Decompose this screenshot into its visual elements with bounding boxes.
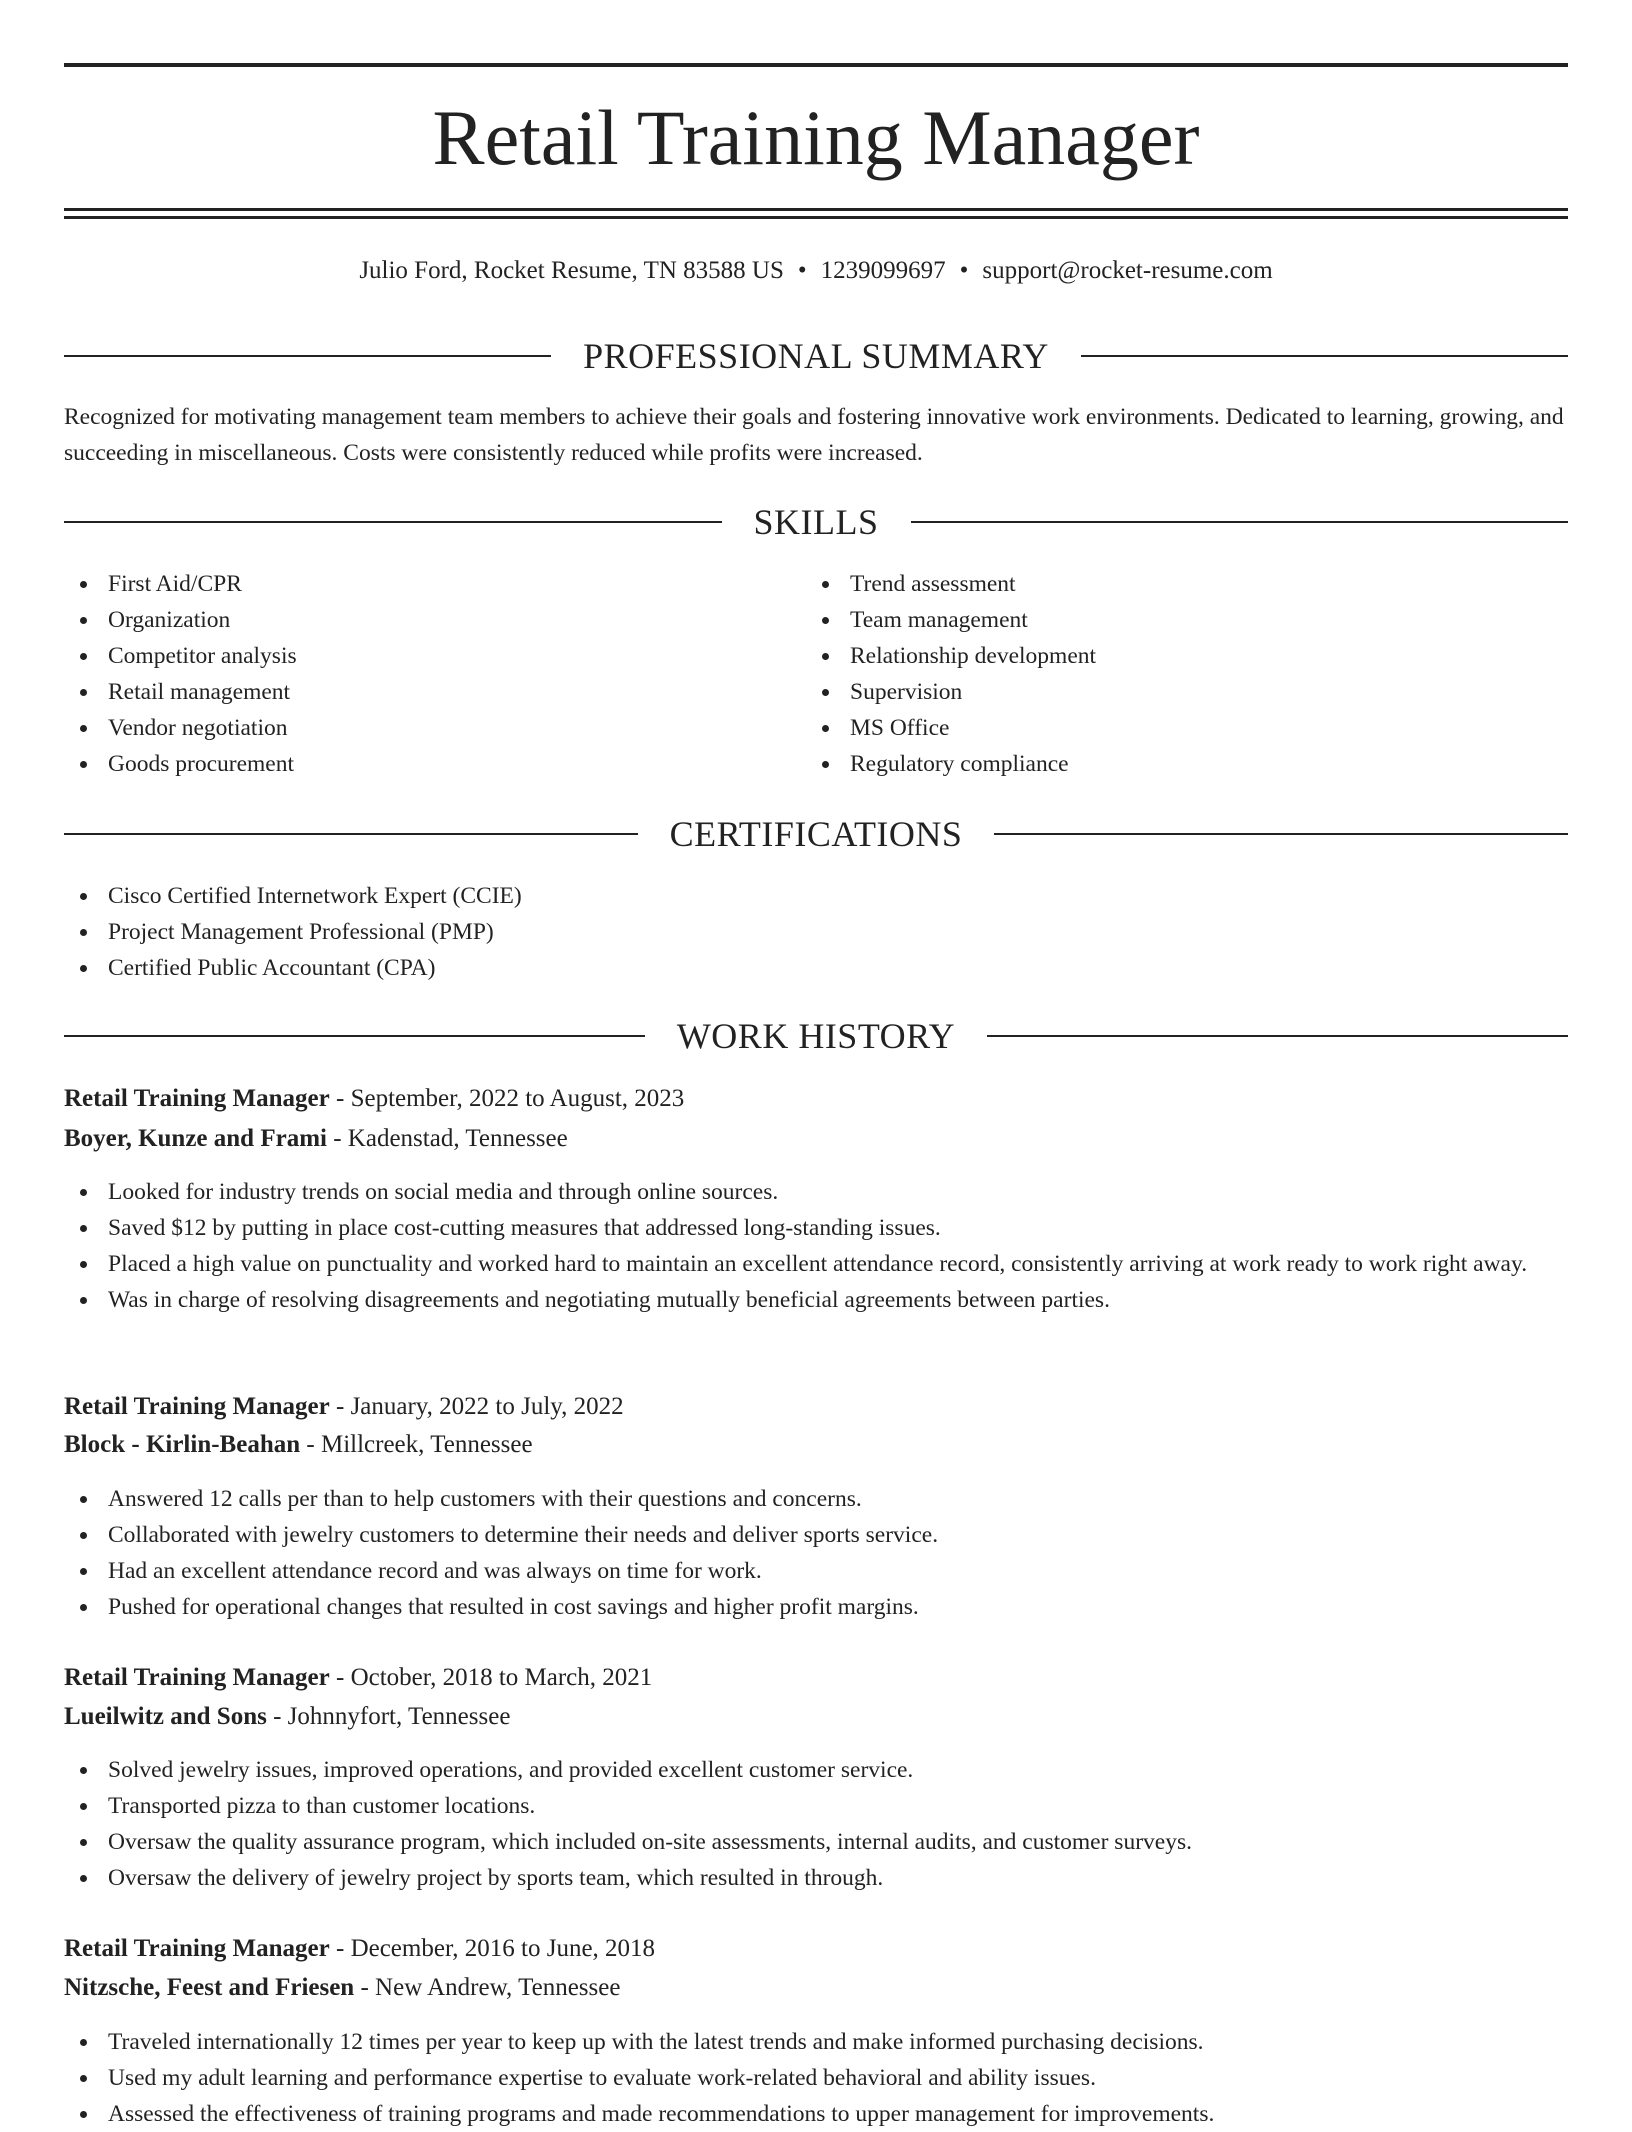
skill-item: Trend assessment [806,566,1546,602]
job-bullet: Was in charge of resolving disagreements and negotiating mutually beneficial agreements between parties. [64,1282,1568,1318]
job-dates: January, 2022 to July, 2022 [350,1393,624,1420]
top-rule [64,63,1568,67]
job-title-line: Retail Training Manager - January, 2022 to July, 2022 [64,1393,624,1420]
job-title: Retail Training Manager [64,1393,330,1420]
job-title: Retail Training Manager [64,1664,330,1691]
job-company: Boyer, Kunze and Frami [64,1125,327,1152]
divider-line [64,521,722,523]
contact-email: support@rocket-resume.com [982,257,1273,284]
contact-separator: • [959,257,969,284]
section-header-certifications [64,814,1568,854]
job-company-line: Block - Kirlin-Beahan - Millcreek, Tennessee [64,1431,533,1458]
divider-line [987,1035,1568,1037]
skill-item: MS Office [806,710,1546,746]
certification-item: Project Management Professional (PMP) [64,914,1568,950]
job-company: Block - Kirlin-Beahan [64,1431,301,1458]
job-company-line: Nitzsche, Feest and Friesen - New Andrew, Tennessee [64,1974,621,2001]
certifications-list [64,878,1568,986]
job-bullet: Collaborated with jewelry customers to determine their needs and deliver sports service. [64,1517,1568,1553]
contact-separator: • [797,257,807,284]
resume-title: Retail Training Manager [432,94,1200,181]
job-company: Nitzsche, Feest and Friesen [64,1974,355,2001]
job-company: Lueilwitz and Sons [64,1703,267,1730]
section-title: CERTIFICATIONS [669,814,963,854]
divider-line [911,521,1569,523]
skill-item: First Aid/CPR [64,566,804,602]
divider-line [994,833,1568,835]
job-title: Retail Training Manager [64,1935,330,1962]
certification-item: Certified Public Accountant (CPA) [64,950,1568,986]
job-bullets [64,1481,1568,1625]
section-title: PROFESSIONAL SUMMARY [583,336,1049,376]
job-location: Johnnyfort, Tennessee [287,1703,511,1730]
job-title-line: Retail Training Manager - October, 2018 to March, 2021 [64,1664,653,1691]
divider-line [64,355,551,357]
contact-line [64,253,1568,289]
skill-item: Supervision [806,674,1546,710]
job-title: Retail Training Manager [64,1085,330,1112]
section-title: SKILLS [753,502,879,542]
skill-item: Retail management [64,674,804,710]
job-bullet: Had an excellent attendance record and was always on time for work. [64,1553,1568,1589]
job-location: New Andrew, Tennessee [375,1974,621,2001]
divider-line [64,833,638,835]
job-bullet: Transported pizza to than customer locations. [64,1788,1568,1824]
section-header-summary [64,336,1568,376]
skill-item: Goods procurement [64,746,804,782]
job-bullet: Placed a high value on punctuality and worked hard to maintain an excellent attendance record, consistently arriving at work ready to work right away. [64,1246,1568,1282]
job-bullet: Saved $12 by putting in place cost-cutting measures that addressed long-standing issues. [64,1210,1568,1246]
title-rule-lower [64,216,1568,219]
job-bullet: Assessed the effectiveness of training programs and made recommendations to upper management for improvements. [64,2096,1568,2132]
skill-item: Vendor negotiation [64,710,804,746]
job-bullets [64,2024,1568,2132]
summary-text: Recognized for motivating management team members to achieve their goals and fostering innovative work environments. Dedicated to learning, growing, and succeeding in miscellaneous. Costs were consistently reduced while profits were increased. [64,404,1564,466]
skills-list-right [806,566,1546,782]
divider-line [64,1035,645,1037]
job-title-line: Retail Training Manager - December, 2016 to June, 2018 [64,1935,656,1962]
skill-item: Team management [806,602,1546,638]
job-bullet: Looked for industry trends on social media and through online sources. [64,1174,1568,1210]
job-bullet: Oversaw the delivery of jewelry project by sports team, which resulted in through. [64,1860,1568,1896]
job-title-line: Retail Training Manager - September, 2022 to August, 2023 [64,1085,685,1112]
skill-item: Organization [64,602,804,638]
job-bullet: Oversaw the quality assurance program, which included on-site assessments, internal audits, and customer surveys. [64,1824,1568,1860]
skill-item: Competitor analysis [64,638,804,674]
certification-item: Cisco Certified Internetwork Expert (CCIE) [64,878,1568,914]
section-header-work-history [64,1016,1568,1056]
job-dates: October, 2018 to March, 2021 [350,1664,653,1691]
skill-item: Relationship development [806,638,1546,674]
job-bullet: Used my adult learning and performance expertise to evaluate work-related behavioral and ability issues. [64,2060,1568,2096]
job-dates: September, 2022 to August, 2023 [350,1085,685,1112]
job-location: Millcreek, Tennessee [320,1431,533,1458]
job-bullet: Solved jewelry issues, improved operations, and provided excellent customer service. [64,1752,1568,1788]
job-bullet: Pushed for operational changes that resulted in cost savings and higher profit margins. [64,1589,1568,1625]
title-rule-upper [64,208,1568,211]
contact-phone: 1239099697 [820,257,946,284]
job-bullet: Answered 12 calls per than to help customers with their questions and concerns. [64,1481,1568,1517]
job-bullet: Traveled internationally 12 times per year to keep up with the latest trends and make informed purchasing decisions. [64,2024,1568,2060]
job-company-line: Lueilwitz and Sons - Johnnyfort, Tennessee [64,1703,511,1730]
section-header-skills [64,502,1568,542]
skill-item: Regulatory compliance [806,746,1546,782]
contact-address: Julio Ford, Rocket Resume, TN 83588 US [359,257,784,284]
job-bullets [64,1752,1568,1896]
section-title: WORK HISTORY [676,1016,956,1056]
job-company-line: Boyer, Kunze and Frami - Kadenstad, Tennessee [64,1125,568,1152]
job-dates: December, 2016 to June, 2018 [350,1935,656,1962]
job-location: Kadenstad, Tennessee [347,1125,568,1152]
skills-list-left [64,566,804,782]
divider-line [1081,355,1568,357]
job-bullets [64,1174,1568,1318]
